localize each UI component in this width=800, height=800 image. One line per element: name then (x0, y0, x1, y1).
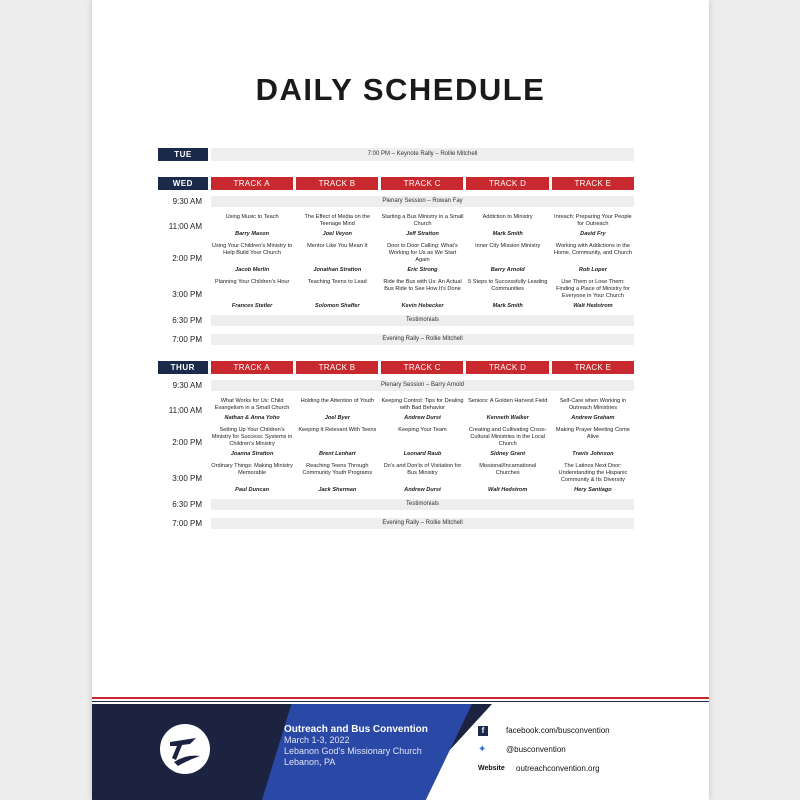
convention-city: Lebanon, PA (284, 757, 336, 767)
session-cell (296, 214, 378, 238)
wed-rally-row (158, 334, 634, 345)
session-cell (381, 279, 463, 310)
track-header-b: TRACK B (296, 361, 378, 374)
thur-plenary-row (158, 380, 634, 391)
convention-venue: Lebanon God's Missionary Church (284, 746, 422, 756)
session-title: 5 Steps to Successfully Leading Communities (468, 279, 548, 292)
twitter-link[interactable]: @busconvention (506, 745, 566, 754)
session-cell (296, 243, 378, 274)
session-speaker: Andrew Durst (404, 415, 441, 421)
session-title: Holding the Attention of Youth (300, 398, 374, 404)
track-header-c: TRACK C (381, 177, 463, 190)
session-cell (467, 214, 549, 238)
session-cell (552, 214, 634, 238)
thur-header-row (158, 361, 634, 374)
day-label-wed: WED (158, 177, 208, 190)
session-cell (211, 214, 293, 238)
testimonials: Testimonials (211, 315, 634, 326)
session-speaker: Frances Stetler (231, 303, 273, 309)
tue-row (158, 148, 634, 161)
session-speaker: Paul Duncan (235, 487, 270, 493)
session-speaker: David Fry (580, 231, 606, 237)
session-cell (296, 463, 378, 494)
session-cell (211, 398, 293, 422)
footer-divider-red (92, 697, 709, 699)
wed-testimonials-row (158, 315, 634, 326)
session-title: Do's and Don'ts of Visitation for Bus Ministry (383, 463, 462, 476)
session-cell (296, 427, 378, 458)
day-label-thur: THUR (158, 361, 208, 374)
thur-rally-row (158, 518, 634, 529)
time-label: 6:30 PM (172, 316, 202, 325)
session-cell (552, 427, 634, 458)
session-row (158, 279, 634, 310)
session-cell (381, 214, 463, 238)
session-speaker: Joel Byer (324, 415, 350, 421)
session-cell (467, 463, 549, 494)
session-speaker: Andrew Graham (571, 415, 615, 421)
session-speaker: Joel Veyon (322, 231, 352, 237)
session-speaker: Barry Arnold (490, 267, 525, 273)
session-speaker: Hery Santiago (574, 487, 612, 493)
time-label: 11:00 AM (168, 221, 202, 231)
track-header-c: TRACK C (381, 361, 463, 374)
session-title: Ride the Bus with Us: An Actual Bus Ride to See How It's Done (383, 279, 462, 292)
track-header-a: TRACK A (211, 361, 293, 374)
session-cell (296, 398, 378, 422)
session-title: Creating and Cultivating Cross-Cultural Ministries in the Local Church (468, 427, 547, 447)
session-title: Starting a Bus Ministry in a Small Church (381, 214, 464, 227)
session-cell (467, 279, 549, 310)
twitter-row[interactable] (478, 740, 698, 759)
session-row (158, 243, 634, 274)
plenary-session: Plenary Session – Barry Arnold (211, 380, 634, 391)
time-label: 6:30 PM (172, 500, 202, 509)
session-speaker: Travis Johnson (572, 451, 614, 457)
session-title: Seniors: A Golden Harvest Field (468, 398, 548, 404)
session-title: The Effect of Media on the Teenage Mind (304, 214, 371, 227)
session-speaker: Walt Hedstrom (488, 487, 528, 493)
track-header-e: TRACK E (552, 177, 634, 190)
website-row[interactable] (478, 759, 698, 778)
session-cell (381, 427, 463, 458)
session-speaker: Sidney Grant (490, 451, 526, 457)
convention-logo (160, 724, 210, 774)
session-speaker: Jack Sherman (318, 487, 357, 493)
session-title: Setting Up Your Children's Ministry for Success: Systems in Children's Ministry (211, 427, 293, 447)
time-label: 3:00 PM (172, 474, 202, 483)
session-cell (296, 279, 378, 310)
session-speaker: Kevin Hebecker (401, 303, 444, 309)
wed-header-row (158, 177, 634, 190)
track-header-d: TRACK D (466, 177, 548, 190)
schedule-sheet (92, 0, 709, 800)
time-label: 2:00 PM (172, 254, 202, 263)
session-cell (552, 279, 634, 310)
session-speaker: Mark Smith (492, 231, 523, 237)
session-cell (211, 279, 293, 310)
time-label: 9:30 AM (172, 197, 202, 206)
session-speaker: Barry Mason (235, 231, 270, 237)
session-title: Planning Your Children's Hour (214, 279, 290, 285)
session-title: Door to Door Calling: What's Working for Us as We Start Again (387, 243, 458, 263)
facebook-link[interactable]: facebook.com/busconvention (506, 726, 610, 735)
session-cell (467, 398, 549, 422)
evening-rally: Evening Rally – Rollie Mitchell (211, 518, 634, 529)
session-title: Ordinary Things: Making Ministry Memorable (211, 463, 293, 476)
website-link[interactable]: outreachconvention.org (516, 764, 600, 773)
session-speaker: Jeff Stratton (406, 231, 439, 237)
session-title: Keeping Control: Tips for Dealing with Bad Behavior (381, 398, 464, 411)
session-title: Use Them or Lose Them: Finding a Place of Ministry for Everyone in Your Church (556, 279, 630, 299)
session-title: Inner City Mission Ministry (475, 243, 541, 249)
time-label: 9:30 AM (172, 381, 202, 390)
time-label: 11:00 AM (168, 405, 202, 415)
session-speaker: Brent Lenhart (318, 451, 356, 457)
convention-name: Outreach and Bus Convention (284, 724, 428, 735)
session-speaker: Eric Strong (407, 267, 438, 273)
testimonials: Testimonials (211, 499, 634, 510)
schedule-grid (158, 148, 634, 529)
page-title: DAILY SCHEDULE (255, 72, 546, 107)
session-title: Using Music to Teach (225, 214, 279, 220)
convention-info (284, 724, 428, 768)
session-title: Keeping It Relevant With Teens (298, 427, 377, 433)
day-label-tue: TUE (158, 148, 208, 161)
session-speaker: Rob Loper (578, 267, 607, 273)
wed-plenary-row (158, 196, 634, 207)
footer (92, 704, 709, 800)
session-title: Reaching Teens Through Community Youth Programs (302, 463, 373, 476)
session-cell (552, 398, 634, 422)
session-speaker: Jacob Merlin (235, 267, 270, 273)
session-cell (211, 427, 293, 458)
plenary-session: Plenary Session – Rowan Fay (211, 196, 634, 207)
session-cell (381, 463, 463, 494)
session-cell (552, 243, 634, 274)
facebook-icon: f (478, 726, 488, 736)
session-title: Self-Care when Working in Outreach Ministries (559, 398, 627, 411)
time-label: 3:00 PM (172, 290, 202, 299)
logo-mark-icon (160, 724, 210, 774)
session-speaker: Mark Smith (492, 303, 523, 309)
session-title: Making Prayer Meeting Come Alive (555, 427, 630, 440)
session-speaker: Leonard Raub (403, 451, 442, 457)
session-title: Using Your Children's Ministry to Help Build Your Church (211, 243, 293, 256)
footer-divider-navy (92, 701, 709, 702)
session-title: Missional/Incarnational Churches (479, 463, 537, 476)
social-links (478, 721, 698, 778)
session-cell (467, 243, 549, 274)
track-header-e: TRACK E (552, 361, 634, 374)
keynote-rally: 7:00 PM – Keynote Rally – Rollie Mitchell (211, 148, 634, 161)
session-speaker: Solomon Shaffer (314, 303, 360, 309)
track-header-b: TRACK B (296, 177, 378, 190)
time-label: 2:00 PM (172, 438, 202, 447)
session-cell (552, 463, 634, 494)
twitter-icon: ✦ (478, 744, 487, 755)
session-title: Teaching Teens to Lead (307, 279, 367, 285)
session-speaker: Andrew Durst (404, 487, 441, 493)
track-header-a: TRACK A (211, 177, 293, 190)
thur-testimonials-row (158, 499, 634, 510)
session-title: Addiction to Ministry (482, 214, 533, 220)
session-title: Working with Addictions in the Home, Community, and Church (553, 243, 632, 256)
session-cell (211, 463, 293, 494)
session-row (158, 214, 634, 238)
session-speaker: Nathan & Anna Yoho (224, 415, 280, 421)
convention-dates: March 1-3, 2022 (284, 735, 350, 745)
session-title: Mentor Like You Mean It (307, 243, 368, 249)
session-row (158, 398, 634, 422)
session-cell (211, 243, 293, 274)
session-speaker: Walt Hedstrom (573, 303, 613, 309)
session-title: The Latinos Next Door: Understanding the Hispanic Community & Its Diversity (558, 463, 628, 483)
track-header-d: TRACK D (466, 361, 548, 374)
facebook-row[interactable] (478, 721, 698, 740)
session-speaker: Jonathan Stratton (313, 267, 362, 273)
session-cell (381, 398, 463, 422)
session-cell (467, 427, 549, 458)
time-label: 7:00 PM (172, 335, 202, 344)
evening-rally: Evening Rally – Rollie Mitchell (211, 334, 634, 345)
time-label: 7:00 PM (172, 519, 202, 528)
session-row (158, 463, 634, 494)
session-row (158, 427, 634, 458)
session-title: Inreach: Preparing Your People for Outreach (554, 214, 632, 227)
session-speaker: Joanna Stratton (230, 451, 274, 457)
website-label: Website (478, 765, 505, 772)
session-speaker: Kenneth Walker (486, 415, 529, 421)
session-title: What Works for Us: Child Evangelism in a Small Church (214, 398, 290, 411)
session-title: Keeping Your Team (398, 427, 447, 433)
session-cell (381, 243, 463, 274)
